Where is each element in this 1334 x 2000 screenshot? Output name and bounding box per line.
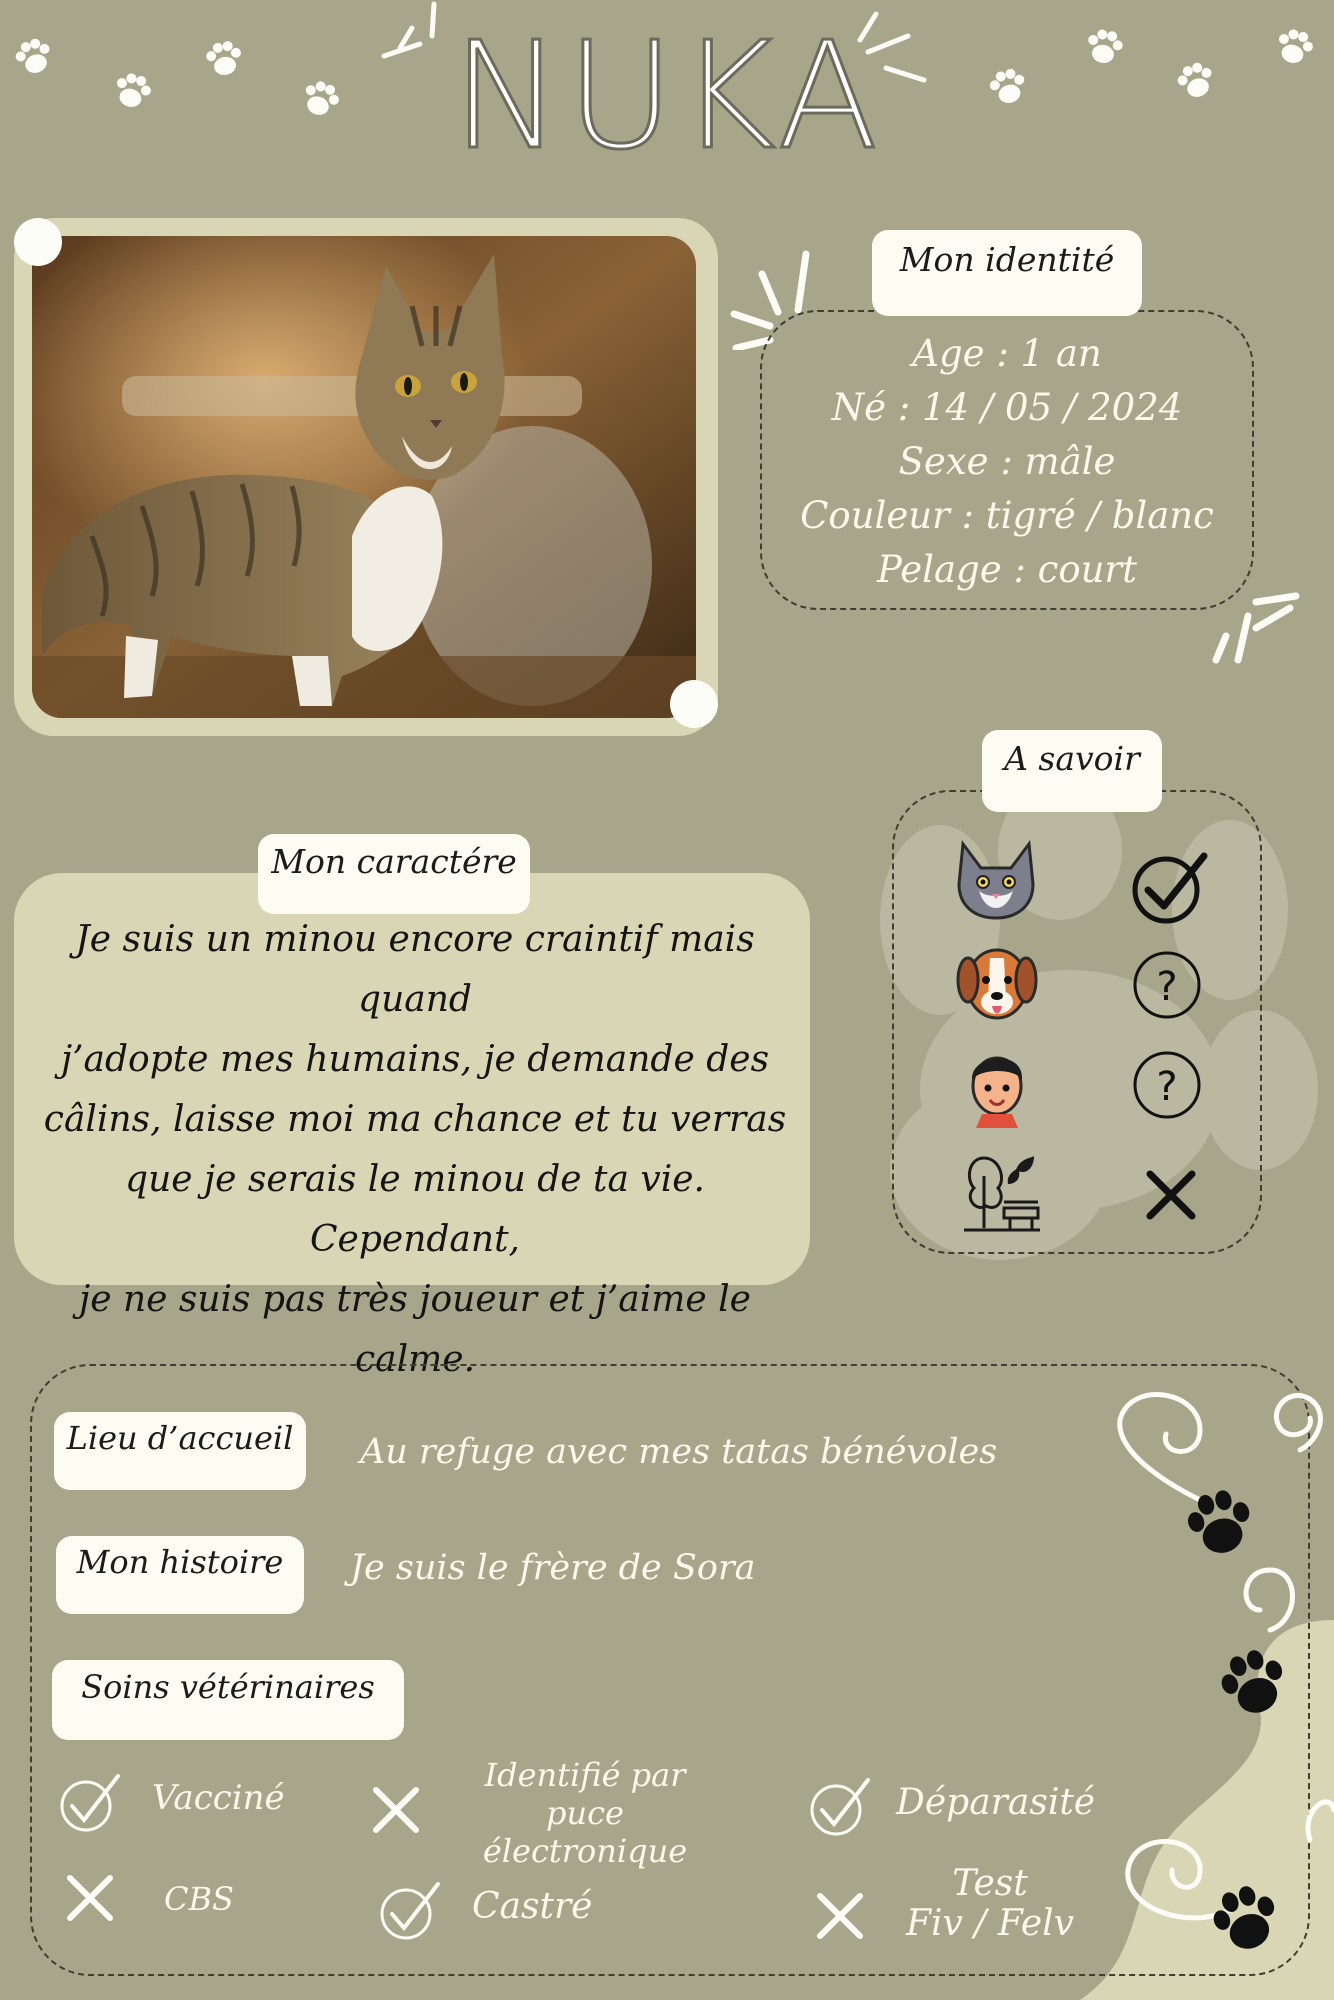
care-test-line: Test [952,1863,1028,1904]
care-puce-line: Identifié par [484,1756,686,1794]
care-puce-line: puce électronique [482,1794,688,1870]
histoire-value: Je suis le frère de Sora [350,1548,756,1588]
identity-color: Couleur : tigré / blanc [800,494,1214,537]
frame-dot [14,218,62,266]
identity-coat: Pelage : court [877,548,1137,591]
cross-icon [814,1890,866,1942]
pet-name-title: NUKA [451,10,883,182]
character-line: je ne suis pas très joueur et j’aime le [79,1279,751,1320]
identity-birth: Né : 14 / 05 / 2024 [831,386,1183,429]
check-icon [376,1878,446,1942]
character-line: calme. [354,1339,476,1380]
check-icon [806,1774,876,1838]
garden-icon [960,1150,1044,1234]
paw-icon [1206,1879,1285,1958]
cross-icon [64,1872,116,1924]
care-deparasite: Déparasité [896,1782,1096,1823]
check-icon [1130,846,1210,926]
svg-text:?: ? [1156,964,1178,1010]
cross-icon [370,1784,422,1836]
question-icon [1130,1048,1204,1122]
cat-icon [955,840,1037,920]
identity-label: Mon identité [872,230,1142,316]
care-test [880,1864,1100,1944]
character-text [40,910,790,1390]
care-cbs: CBS [164,1880,234,1918]
check-icon [56,1770,126,1834]
a-savoir-label: A savoir [982,730,1162,812]
child-icon [956,1044,1038,1130]
identity-sex: Sexe : mâle [898,440,1116,483]
character-line: câlins, laisse moi ma chance et tu verras [43,1099,787,1140]
care-vaccine: Vacciné [152,1778,285,1818]
lieu-value: Au refuge avec mes tatas bénévoles [360,1432,998,1472]
lieu-label: Lieu d’accueil [54,1412,306,1490]
cat-photo [32,236,696,718]
swirl-paw-decoration [1100,1370,1334,1970]
paw-icon [1214,1643,1293,1722]
frame-dot [670,680,718,728]
character-line: que je serais le minou de ta vie. Cependant, [125,1159,705,1260]
question-icon [1130,948,1204,1022]
care-test-line: Fiv / Felv [905,1903,1074,1944]
identity-box [760,310,1254,610]
svg-text:?: ? [1156,1064,1178,1110]
care-puce [440,1756,730,1870]
character-line: Je suis un minou encore craintif mais quand [75,919,755,1020]
identity-age: Age : 1 an [912,332,1102,375]
character-line: j’adopte mes humains, je demande des [60,1039,770,1080]
histoire-label: Mon histoire [56,1536,304,1614]
soins-label: Soins vétérinaires [52,1660,404,1740]
dog-icon [956,944,1038,1024]
care-castre: Castré [472,1886,593,1927]
cross-icon [1144,1168,1198,1222]
character-label: Mon caractére [258,834,530,914]
